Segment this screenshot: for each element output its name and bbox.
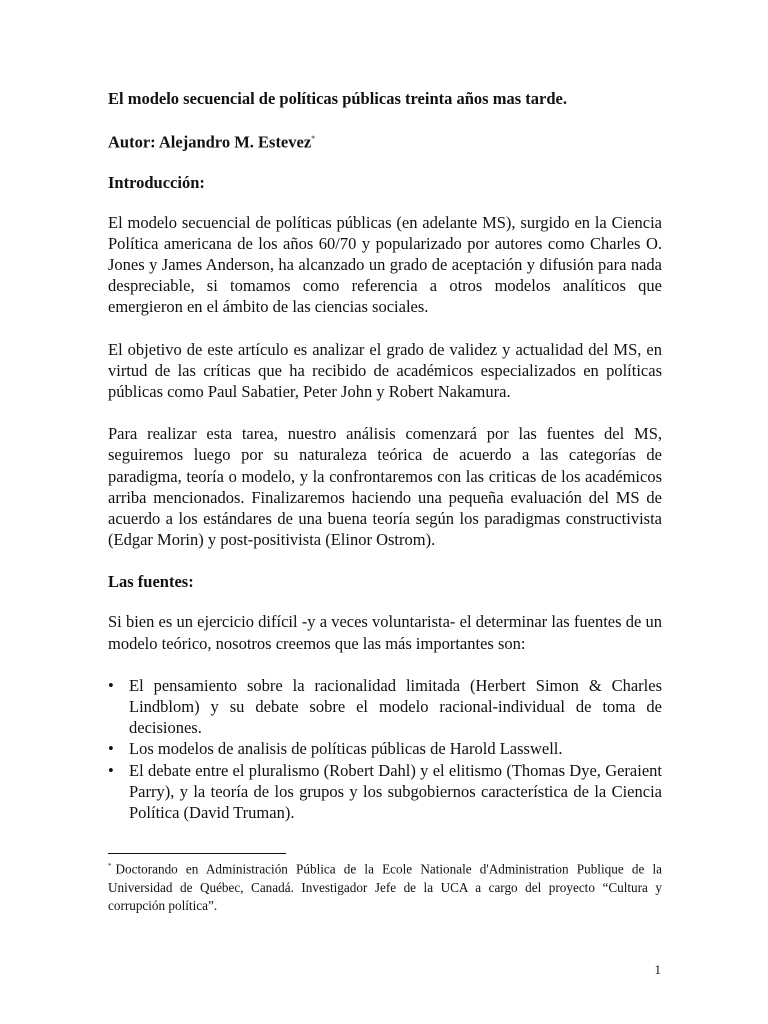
sources-paragraph: Si bien es un ejercicio difícil -y a veces voluntarista- el determinar las fuentes de un modelo teórico, nosotros creemos que las más importantes son: [108,612,662,653]
list-item [108,738,662,759]
document-title: El modelo secuencial de políticas públicas treinta años mas tarde. [108,89,567,108]
intro-heading: Introducción: [108,172,205,192]
list-item-text: Los modelos de analisis de políticas públicas de Harold Lasswell. [129,739,563,759]
footnote-marker: * [108,862,112,870]
sources-heading: Las fuentes: [108,572,194,592]
list-item-text: El pensamiento sobre la racionalidad limitada (Herbert Simon & Charles Lindblom) y su debate sobre el modelo racional-individual de toma de decisiones. [129,675,662,738]
page-number: 1 [654,962,661,977]
method-paragraph: Para realizar esta tarea, nuestro análisis comenzará por las fuentes del MS, seguiremos luego por su naturaleza teórica de acuerdo a las categorías de paradigma, teoría o modelo, y la confrontaremos con las criticas de los académicos arriba mencionados. Finalizaremos haciendo una pequeña evaluación del MS de acuerdo a los estándares de una buena teoría según los paradigmas constructivista (Edgar Morin) y post-positivista (Elinor Ostrom). [108,424,662,550]
author-name: Autor: Alejandro M. Estevez [108,132,312,152]
bullet-icon: • [108,739,114,759]
intro-paragraph: El modelo secuencial de políticas públicas (en adelante MS), surgido en la Ciencia Política americana de los años 60/70 y popularizado por autores como Charles O. Jones y James Anderson, ha alcanzado un grado de aceptación y difusión para nada despreciable, si tomamos como referencia a otros modelos analíticos que emergieron en el ámbito de las ciencias sociales. [108,212,662,317]
footnote-divider [108,853,286,854]
author-footnote-marker[interactable]: * [311,134,316,143]
list-item [108,760,662,824]
bullet-icon: • [108,675,114,695]
sources-list [108,675,662,823]
footnote [108,857,662,916]
footnote-text: Doctorando en Administración Pública de la Ecole Nationale d'Administration Publique de la Universidad de Québec, Canadá. Investigador Jefe de la UCA a cargo del proyecto “Cultura y corrupción política”. [108,861,662,914]
list-item-text: El debate entre el pluralismo (Robert Dahl) y el elitismo (Thomas Dye, Geraient Parry), y la teoría de los grupos y los subgobiernos característica de la Ciencia Política (David Truman). [129,760,662,822]
document-body [108,88,662,823]
author-line [108,128,662,154]
bullet-icon: • [108,760,114,780]
objective-paragraph: El objetivo de este artículo es analizar el grado de validez y actualidad del MS, en virtud de las críticas que ha recibido de académicos especializados en políticas públicas como Paul Sabatier, Peter John y Robert Nakamura. [108,339,662,401]
list-item [108,675,662,739]
